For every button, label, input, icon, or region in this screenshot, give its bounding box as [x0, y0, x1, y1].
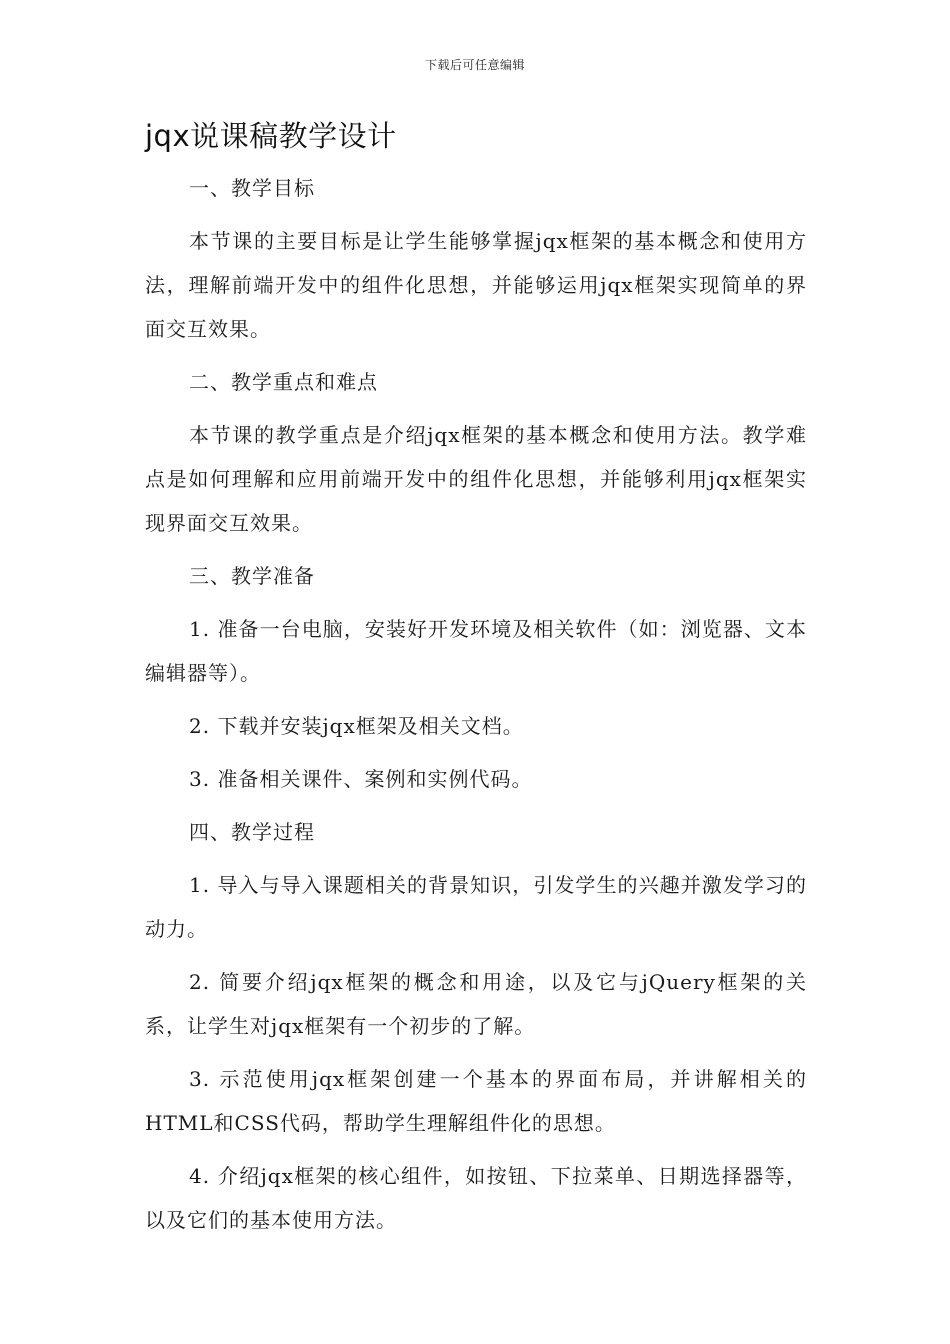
- list-item-process: 2. 简要介绍jqx框架的概念和用途，以及它与jQuery框架的关系，让学生对jqx框架有一个初步的了解。: [145, 970, 807, 1038]
- list-item-preparation: 3. 准备相关课件、案例和实例代码。: [189, 767, 533, 791]
- paragraph-focus: 本节课的教学重点是介绍jqx框架的基本概念和使用方法。教学难点是如何理解和应用前端开发中的组件化思想，并能够利用jqx框架实现界面交互效果。: [145, 423, 807, 535]
- document-title: jqx说课稿教学设计: [145, 119, 397, 153]
- list-item-process: 1. 导入与导入课题相关的背景知识，引发学生的兴趣并激发学习的动力。: [145, 873, 807, 941]
- list-item-process: 4. 介绍jqx框架的核心组件，如按钮、下拉菜单、日期选择器等，以及它们的基本使用方法。: [145, 1164, 807, 1232]
- page-header-note: 下载后可任意编辑: [424, 58, 525, 72]
- list-item-process: 3. 示范使用jqx框架创建一个基本的界面布局，并讲解相关的HTML和CSS代码，帮助学生理解组件化的思想。: [145, 1067, 807, 1135]
- section-heading-objectives: 一、教学目标: [189, 176, 315, 200]
- list-item-preparation: 1. 准备一台电脑，安装好开发环境及相关软件（如：浏览器、文本编辑器等）。: [145, 617, 807, 685]
- section-heading-preparation: 三、教学准备: [189, 564, 315, 588]
- paragraph-objectives: 本节课的主要目标是让学生能够掌握jqx框架的基本概念和使用方法，理解前端开发中的组件化思想，并能够运用jqx框架实现简单的界面交互效果。: [145, 229, 807, 341]
- list-item-preparation: 2. 下载并安装jqx框架及相关文档。: [189, 714, 524, 738]
- document-body: [145, 166, 807, 1251]
- section-heading-process: 四、教学过程: [189, 820, 315, 844]
- section-heading-focus: 二、教学重点和难点: [189, 370, 378, 394]
